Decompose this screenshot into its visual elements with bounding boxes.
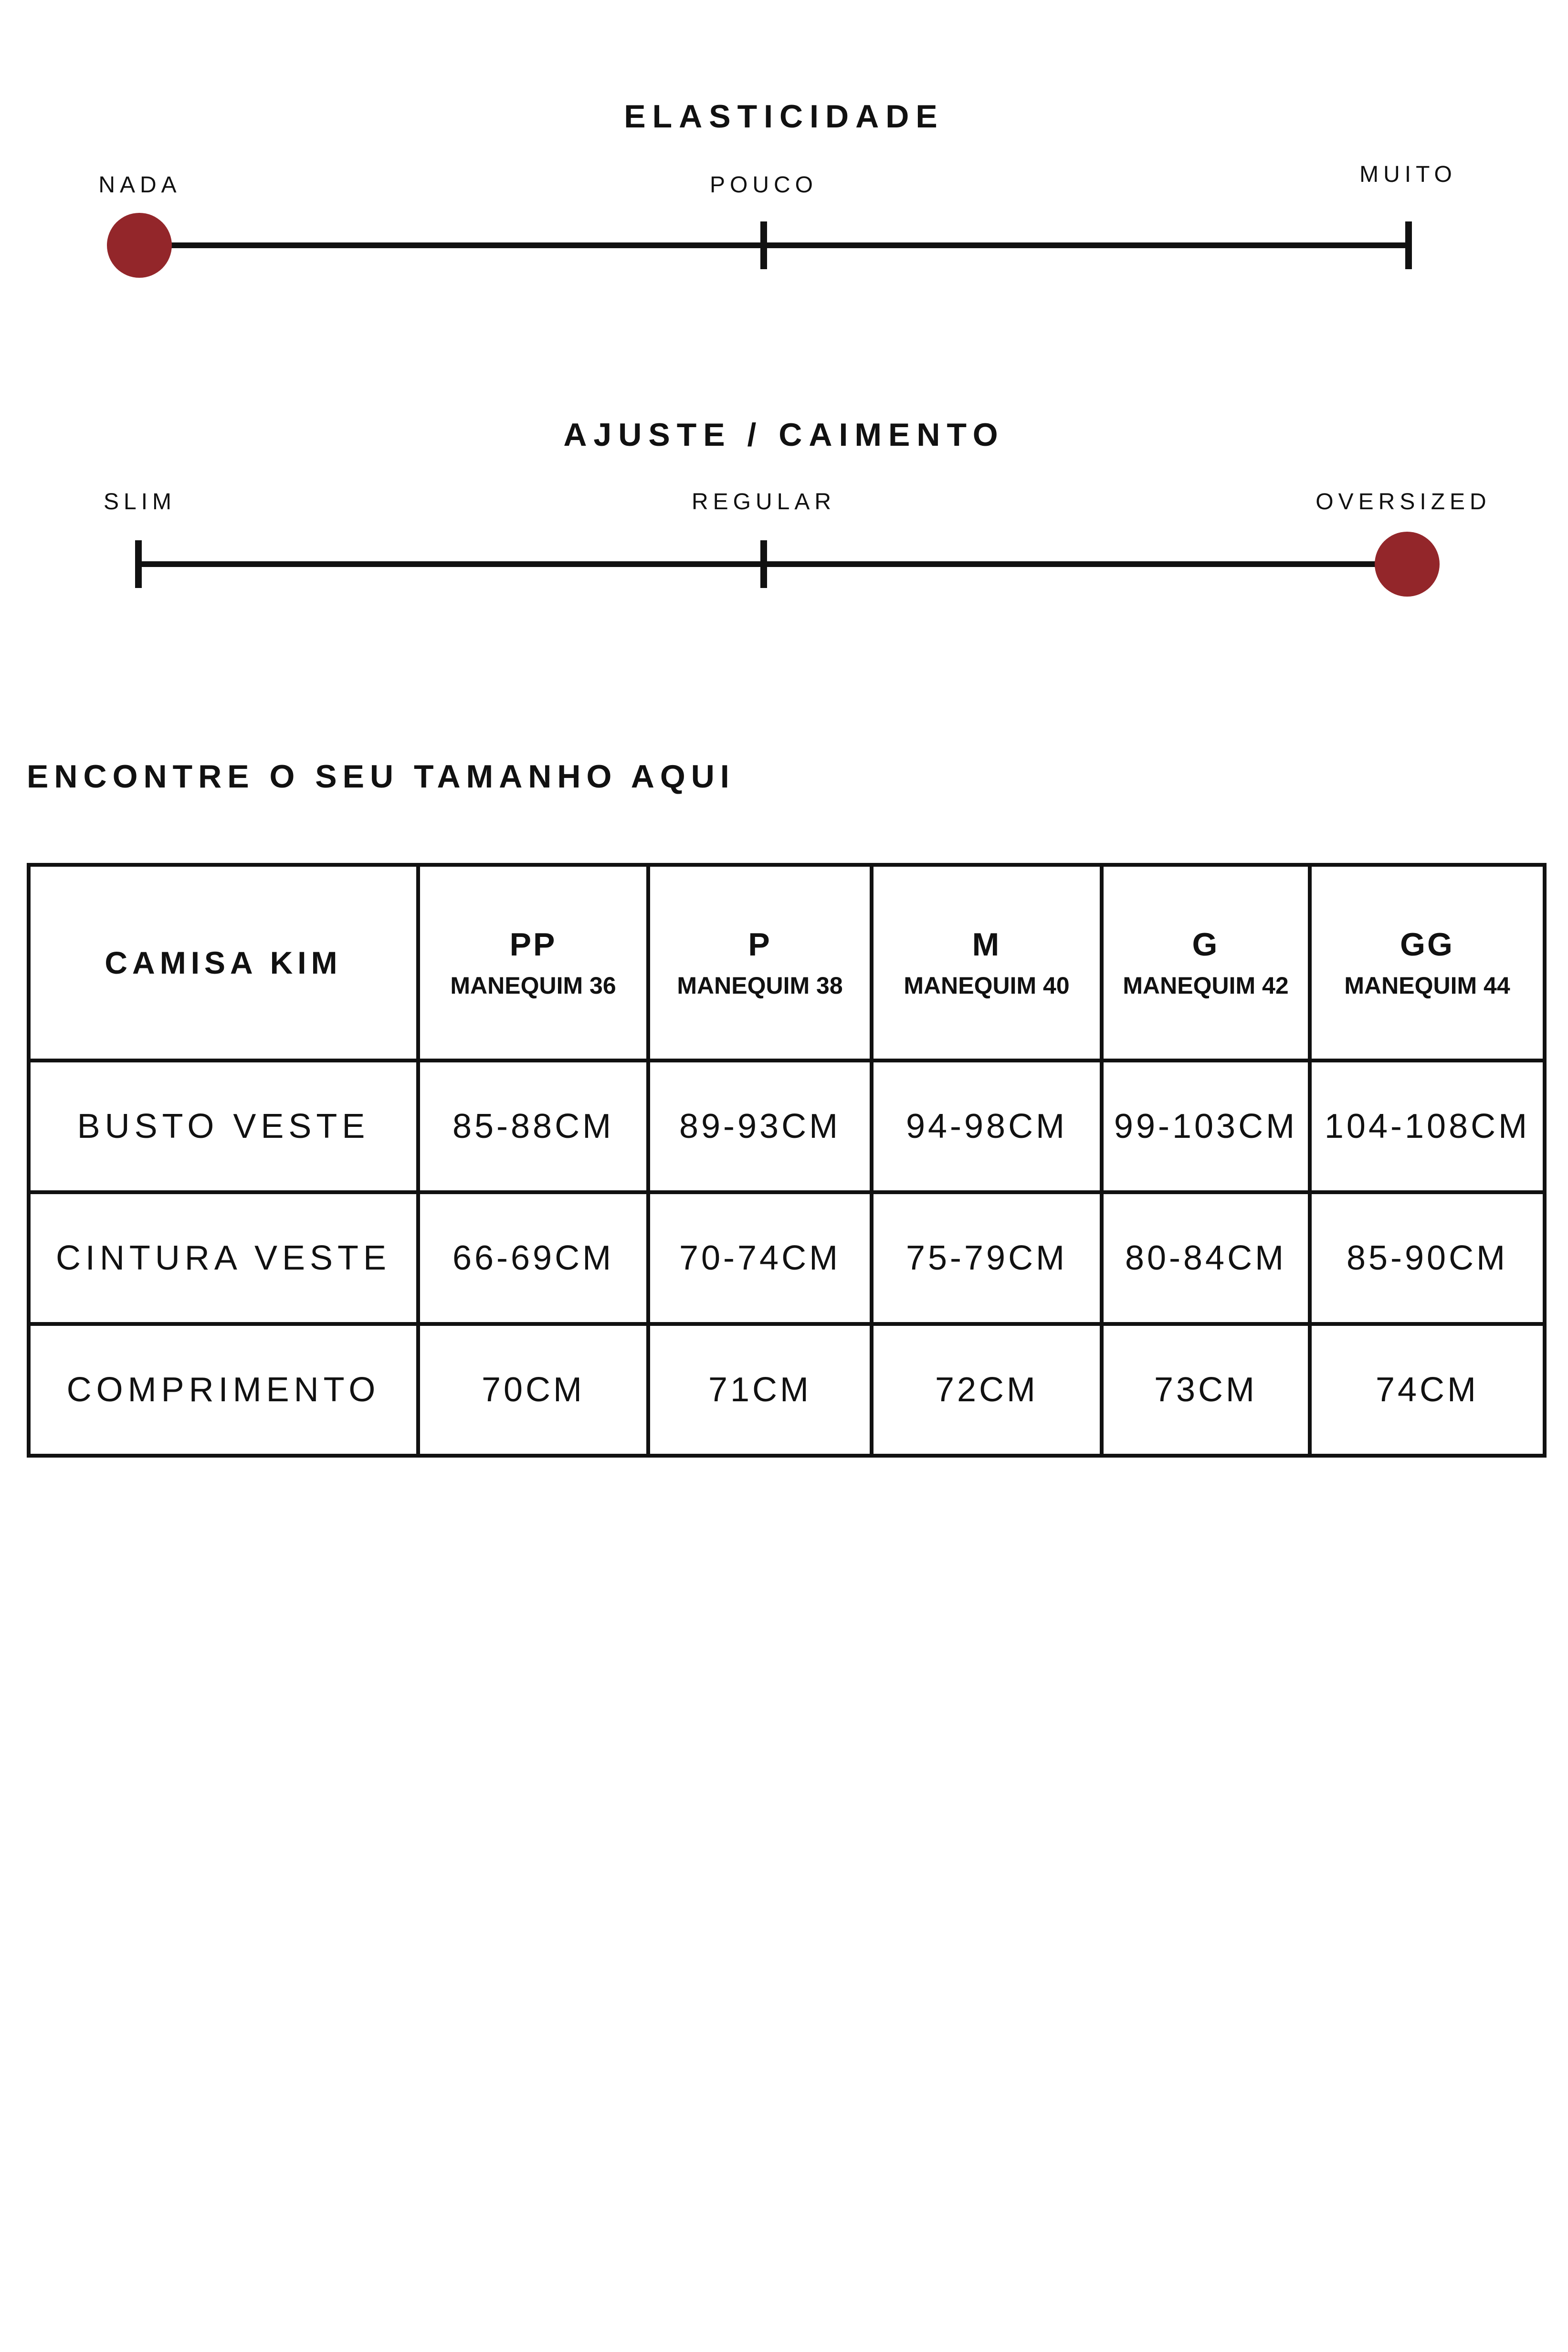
table-cell: 70-74CM [648, 1192, 872, 1324]
table-header-size-gg [1310, 865, 1545, 1060]
table-cell: 73CM [1102, 1324, 1310, 1456]
size-mannequin: MANEQUIM 42 [1123, 972, 1289, 999]
size-code: P [748, 926, 772, 963]
table-header-size-pp [418, 865, 648, 1060]
elasticity-label-nada: NADA [98, 172, 181, 198]
table-header-size-p [648, 865, 872, 1060]
table-cell: 85-90CM [1310, 1192, 1545, 1324]
row-label: COMPRIMENTO [29, 1324, 418, 1456]
size-code: GG [1400, 926, 1454, 963]
size-mannequin: MANEQUIM 44 [1344, 972, 1510, 999]
table-cell: 71CM [648, 1324, 872, 1456]
table-cell: 66-69CM [418, 1192, 648, 1324]
row-label: BUSTO VESTE [29, 1060, 418, 1192]
size-mannequin: MANEQUIM 40 [904, 972, 1070, 999]
table-cell: 75-79CM [872, 1192, 1102, 1324]
table-corner-product: CAMISA KIM [29, 865, 418, 1060]
table-cell: 94-98CM [872, 1060, 1102, 1192]
table-cell: 74CM [1310, 1324, 1545, 1456]
size-code: G [1192, 926, 1220, 963]
fit-title: AJUSTE / CAIMENTO [563, 417, 1005, 453]
table-cell: 85-88CM [418, 1060, 648, 1192]
fit-indicator [1375, 532, 1440, 597]
elasticity-indicator [107, 213, 172, 278]
table-cell: 72CM [872, 1324, 1102, 1456]
table-header-size-m [872, 865, 1102, 1060]
size-table [27, 863, 1547, 1458]
table-cell: 104-108CM [1310, 1060, 1545, 1192]
table-header-size-g [1102, 865, 1310, 1060]
size-section-heading: ENCONTRE O SEU TAMANHO AQUI [27, 758, 735, 795]
size-code: PP [509, 926, 557, 963]
fit-label-regular: REGULAR [691, 489, 836, 514]
elasticity-tick-end [1405, 221, 1412, 269]
table-header-row [29, 865, 1545, 1060]
elasticity-label-pouco: POUCO [709, 172, 818, 198]
table-cell: 70CM [418, 1324, 648, 1456]
fit-track [136, 561, 1410, 567]
fit-label-oversized: OVERSIZED [1315, 489, 1491, 514]
table-row-busto [29, 1060, 1545, 1192]
table-cell: 80-84CM [1102, 1192, 1310, 1324]
elasticity-tick-middle [760, 221, 767, 269]
table-row-cintura [29, 1192, 1545, 1324]
size-mannequin: MANEQUIM 38 [677, 972, 843, 999]
table-cell: 99-103CM [1102, 1060, 1310, 1192]
size-mannequin: MANEQUIM 36 [450, 972, 616, 999]
table-cell: 89-93CM [648, 1060, 872, 1192]
row-label: CINTURA VESTE [29, 1192, 418, 1324]
size-code: M [972, 926, 1001, 963]
elasticity-track [138, 242, 1412, 248]
table-row-comprimento [29, 1324, 1545, 1456]
elasticity-title: ELASTICIDADE [624, 98, 944, 135]
elasticity-label-muito: MUITO [1359, 162, 1457, 187]
fit-tick-middle [760, 540, 767, 588]
fit-tick-start [135, 540, 142, 588]
fit-label-slim: SLIM [103, 489, 177, 514]
